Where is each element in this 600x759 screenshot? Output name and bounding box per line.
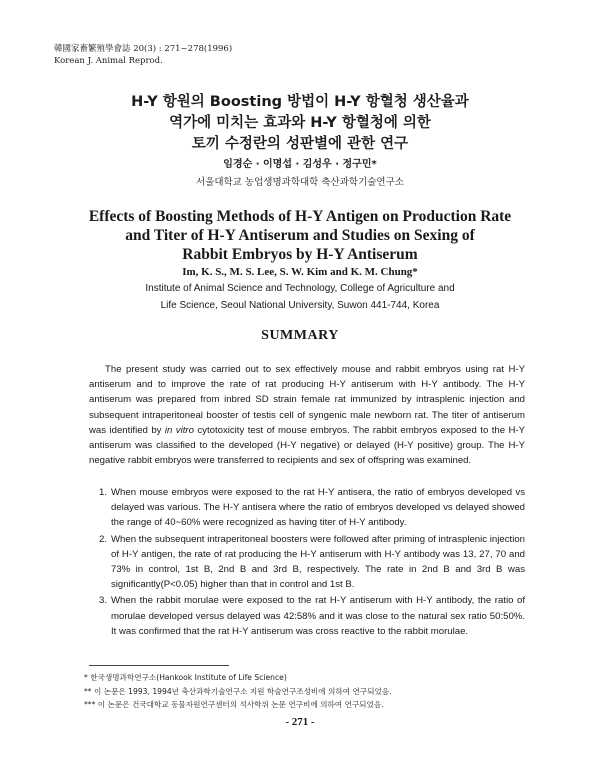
english-title-line-2: and Titer of H-Y Antiserum and Studies on Sexing of — [125, 227, 475, 244]
finding-number: 1. — [99, 487, 108, 498]
page-number: - 271 - — [285, 716, 315, 728]
footnote-1: * 한국생명과학연구소(Hankook Institute of Life Science) — [84, 673, 287, 682]
journal-citation — [54, 43, 232, 67]
footnotes — [84, 671, 392, 712]
journal-citation-korean: 韓國家畜繁殖學會誌 20(3) : 271~278(1996) — [54, 44, 233, 54]
finding-text: When mouse embryos were exposed to the rat H-Y antisera, the ratio of embryos developed vs delayed was various. The H-Y antisera where the ratio of embryos developed vs delayed showed the range of 40~60% were recognized as having titer of H-Y antibody. — [111, 487, 525, 529]
finding-number: 2. — [99, 533, 108, 545]
finding-item — [89, 593, 525, 639]
finding-text: When the rabbit morulae were exposed to the rat H-Y antiserum with H-Y antibody, the ratio of morulae developed versus delayed was 42:58% and it was close to the natural sex ratio 50:50%. It was confirmed that the rat H-Y antiserum was cross reactive to the rabbit morulae. — [111, 595, 525, 637]
korean-title-line-2: 역가에 미치는 효과와 H-Y 항혈청에 의한 — [169, 115, 431, 131]
footnote-divider — [89, 665, 229, 666]
english-affiliation-line-2: Life Science, Seoul National University, Suwon 441-744, Korea — [160, 300, 440, 311]
korean-authors: 임경순 · 이명섭 · 김성우 · 정구민* — [223, 159, 377, 170]
finding-text: When the subsequent intraperitoneal boosters were followed after priming of intrasplenic injection of H-Y antigen, the rate of rat producing the H-Y antiserum with H-Y antibody was 13, 27, 70 and 73% in control, 1st B, 2nd B and 3rd B, respectively. The rate in 2nd B and 3rd B was significantly(P<0.05) higher than that in control and 1st B. — [111, 533, 525, 591]
abstract-text-part-1: The present study was carried out to sex effectively mouse and rabbit embryos using rat H-Y antiserum and to improve the rate of rat producing H-Y antiserum with H-Y antibody. The H-Y antiserum was prepared from inbred SD strain female rat immunized by intrasplenic injection and subsequent intraperitoneal booster of testis cell of syngenic male newborn rat. The titer of antiserum was identified by — [89, 364, 525, 436]
footnote-2: ** 이 논문은 1993, 1994년 축산과학기술연구소 지원 학술연구조성비에 의하여 연구되었음. — [84, 686, 392, 696]
findings-list — [89, 485, 525, 640]
korean-title — [0, 92, 600, 155]
finding-item — [89, 485, 525, 531]
english-affiliation — [0, 280, 600, 314]
footnote-3: *** 이 논문은 건국대학교 동물자원연구센터의 석사학위 논문 연구비에 의하여 연구되었음. — [84, 700, 384, 709]
english-authors: Im, K. S., M. S. Lee, S. W. Kim and K. M. Chung* — [182, 266, 418, 278]
finding-item — [89, 532, 525, 593]
abstract-italic-term: in vitro — [164, 424, 194, 436]
english-title — [0, 207, 600, 264]
abstract — [89, 362, 525, 468]
korean-title-line-3: 토끼 수정란의 성판별에 관한 연구 — [191, 136, 409, 152]
english-title-line-1: Effects of Boosting Methods of H-Y Antigen on Production Rate — [88, 208, 512, 225]
korean-affiliation: 서울대학교 농업생명과학대학 축산과학기술연구소 — [196, 177, 404, 188]
english-title-line-3: Rabbit Embryos by H-Y Antiserum — [182, 246, 418, 263]
abstract-text-part-2: cytotoxicity test of mouse embryos. The rabbit embryos exposed to the H-Y antiserum was classified to the developed (H-Y negative) or delayed (H-Y positive) group. The H-Y negative rabbit embryos were transferred to recipients and sex of offspring was examined. — [89, 424, 525, 467]
finding-number: 3. — [99, 595, 108, 607]
korean-title-line-1: H-Y 항원의 Boosting 방법이 H-Y 항혈청 생산율과 — [131, 94, 469, 110]
english-affiliation-line-1: Institute of Animal Science and Technology, College of Agriculture and — [145, 283, 455, 294]
journal-citation-english: Korean J. Animal Reprod. — [54, 56, 163, 66]
abstract-paragraph — [89, 362, 525, 468]
summary-heading: SUMMARY — [261, 328, 339, 343]
